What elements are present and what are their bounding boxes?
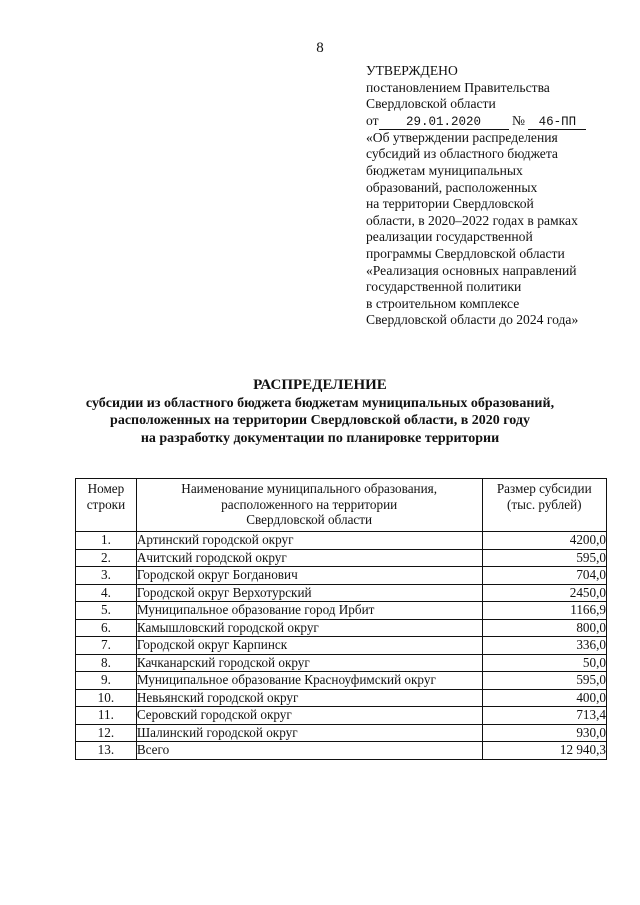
approval-about-line: государственной политики <box>366 279 522 295</box>
approval-about-line: в строительном комплексе <box>366 295 520 311</box>
row-amount: 704,0 <box>482 567 607 585</box>
row-name: Качканарский городской округ <box>136 654 482 672</box>
table-row <box>76 602 607 620</box>
date-prefix: от <box>366 112 379 128</box>
header-amount-line: (тыс. рублей) <box>506 496 582 512</box>
row-name: Городской округ Верхотурский <box>136 584 482 602</box>
header-number-line: строки <box>86 496 126 512</box>
row-amount: 50,0 <box>482 654 607 672</box>
header-number <box>76 479 137 532</box>
row-amount: 400,0 <box>482 689 607 707</box>
row-number: 1. <box>76 532 137 550</box>
header-number-line: Номер <box>87 481 125 496</box>
approval-about-line: образований, расположенных <box>366 179 538 195</box>
row-amount: 930,0 <box>482 724 607 742</box>
row-number: 10. <box>76 689 137 707</box>
row-amount: 800,0 <box>482 619 607 637</box>
number-prefix: № <box>511 112 525 128</box>
row-number: 2. <box>76 549 137 567</box>
table-row <box>76 584 607 602</box>
row-amount: 1166,9 <box>482 602 607 620</box>
table-row <box>76 532 607 550</box>
row-number: 8. <box>76 654 137 672</box>
row-number: 3. <box>76 567 137 585</box>
row-number: 7. <box>76 637 137 655</box>
document-title: РАСПРЕДЕЛЕНИЕ <box>253 377 387 393</box>
row-name: Серовский городской округ <box>136 707 482 725</box>
table-row-total <box>76 742 607 760</box>
header-amount-line: Размер субсидии <box>496 481 592 496</box>
approval-about-line: области, в 2020–2022 годах в рамках <box>366 212 578 228</box>
row-name: Невьянский городской округ <box>136 689 482 707</box>
row-amount: 12 940,3 <box>482 742 607 760</box>
row-amount: 595,0 <box>482 672 607 690</box>
row-amount: 4200,0 <box>482 532 607 550</box>
approval-about-line: программы Свердловской области <box>366 245 565 261</box>
row-number: 11. <box>76 707 137 725</box>
row-name: Городской округ Богданович <box>136 567 482 585</box>
row-name: Городской округ Карпинск <box>136 637 482 655</box>
document-subtitle-line: расположенных на территории Свердловской области, в 2020 году <box>110 413 530 429</box>
table-row <box>76 549 607 567</box>
header-name-line: расположенного на территории <box>221 496 398 512</box>
approval-about-line: реализации государственной <box>366 229 533 245</box>
approval-by-line: Свердловской области <box>366 96 496 112</box>
approval-block <box>366 63 636 329</box>
approval-number: 46-ПП <box>528 115 586 130</box>
row-number: 6. <box>76 619 137 637</box>
row-number: 9. <box>76 672 137 690</box>
row-number: 13. <box>76 742 137 760</box>
row-name: Ачитский городской округ <box>136 549 482 567</box>
approval-about-line: «Об утверждении распределения <box>366 129 558 145</box>
approval-about-line: на территории Свердловской <box>366 196 534 212</box>
document-subtitle-line: на разработку документации по планировке территории <box>140 430 500 446</box>
approval-date: 29.01.2020 <box>379 115 509 130</box>
row-name: Шалинский городской округ <box>136 724 482 742</box>
table-row <box>76 672 607 690</box>
approval-by-line: постановлением Правительства <box>366 79 550 95</box>
page-number: 8 <box>316 40 324 56</box>
row-number: 12. <box>76 724 137 742</box>
table-row <box>76 619 607 637</box>
header-amount <box>482 479 607 532</box>
header-name <box>136 479 482 532</box>
document-subtitle-line: субсидии из областного бюджета бюджетам муниципальных образований, <box>85 396 555 411</box>
approval-about-line: субсидий из областного бюджета <box>366 146 558 162</box>
table-row <box>76 707 607 725</box>
approval-stamp: УТВЕРЖДЕНО <box>366 63 458 78</box>
table-row <box>76 654 607 672</box>
approval-about-line: бюджетам муниципальных <box>366 162 523 178</box>
row-amount: 2450,0 <box>482 584 607 602</box>
row-name: Камышловский городской округ <box>136 619 482 637</box>
table-row <box>76 567 607 585</box>
row-amount: 713,4 <box>482 707 607 725</box>
approval-date-line <box>366 113 636 130</box>
row-number: 4. <box>76 584 137 602</box>
table-row <box>76 724 607 742</box>
row-amount: 336,0 <box>482 637 607 655</box>
row-name: Муниципальное образование город Ирбит <box>136 602 482 620</box>
table-row <box>76 689 607 707</box>
header-name-line: Свердловской области <box>246 512 373 527</box>
row-name: Артинский городской округ <box>136 532 482 550</box>
approval-about-line: «Реализация основных направлений <box>366 262 577 278</box>
table-header-row <box>76 479 607 532</box>
distribution-table <box>75 478 607 760</box>
row-name: Всего <box>136 742 482 760</box>
header-name-line: Наименование муниципального образования, <box>181 481 438 496</box>
approval-about-line: Свердловской области до 2024 года» <box>366 312 579 328</box>
row-name: Муниципальное образование Красноуфимский округ <box>136 672 482 690</box>
table-row <box>76 637 607 655</box>
document-heading <box>0 376 640 447</box>
row-number: 5. <box>76 602 137 620</box>
row-amount: 595,0 <box>482 549 607 567</box>
